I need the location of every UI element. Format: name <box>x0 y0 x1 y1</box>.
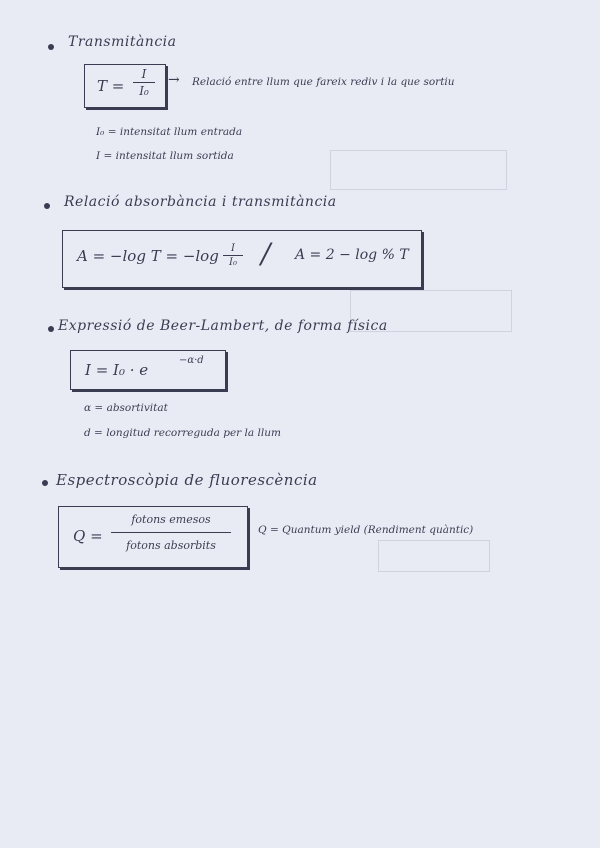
fraction-bar <box>111 532 231 533</box>
section-heading-beer: Expressió de Beer-Lambert, de forma física <box>58 318 388 334</box>
bullet-icon <box>42 480 48 486</box>
fraction-denominator: I₀ <box>139 84 149 98</box>
bullet-icon <box>48 44 54 50</box>
bullet-icon <box>48 326 54 332</box>
arrow-icon: → <box>168 72 180 88</box>
formula-box-fluor <box>58 506 248 568</box>
relation-note: Relació entre llum que fareix rediv i la que sortiu <box>192 76 455 88</box>
section-heading-relacio: Relació absorbància i transmitància <box>64 194 337 210</box>
definition-i: I = intensitat llum sortida <box>96 150 234 162</box>
fraction <box>133 67 155 98</box>
formula-beer: I = I₀ · e <box>85 361 149 379</box>
formula-q-lhs: Q = <box>73 527 103 545</box>
formula-box-transmitancia <box>84 64 166 108</box>
fraction-denominator: fotons absorbits <box>126 539 216 552</box>
fraction-denominator: I₀ <box>229 257 237 268</box>
definition-i0: I₀ = intensitat llum entrada <box>96 126 243 138</box>
bleed-through-mark <box>330 150 507 190</box>
fraction <box>111 513 231 552</box>
fraction <box>223 243 243 268</box>
formula-part2: A = 2 − log % T <box>295 247 409 263</box>
formula-part1: A = −log T = −log <box>77 247 219 265</box>
separator-slash: / <box>261 237 271 270</box>
section-heading-fluor: Espectroscòpia de fluorescència <box>56 471 318 489</box>
bleed-through-mark <box>378 540 490 572</box>
fraction-bar <box>223 255 243 256</box>
fraction-numerator: I <box>231 243 235 254</box>
definition-d: d = longitud recorreguda per la llum <box>84 427 281 439</box>
definition-alpha: α = absortivitat <box>84 402 168 414</box>
bullet-icon <box>44 203 50 209</box>
formula-exponent: −α·d <box>179 355 204 366</box>
fraction-numerator: I <box>141 67 147 81</box>
fraction-bar <box>133 82 155 83</box>
fraction-numerator: fotons emesos <box>131 513 211 526</box>
formula-box-beer <box>70 350 226 390</box>
formula-box-relacio <box>62 230 422 288</box>
quantum-yield-definition: Q = Quantum yield (Rendiment quàntic) <box>258 524 474 536</box>
formula-lhs: T = <box>97 77 125 95</box>
section-heading-transmitancia: Transmitància <box>68 34 177 50</box>
